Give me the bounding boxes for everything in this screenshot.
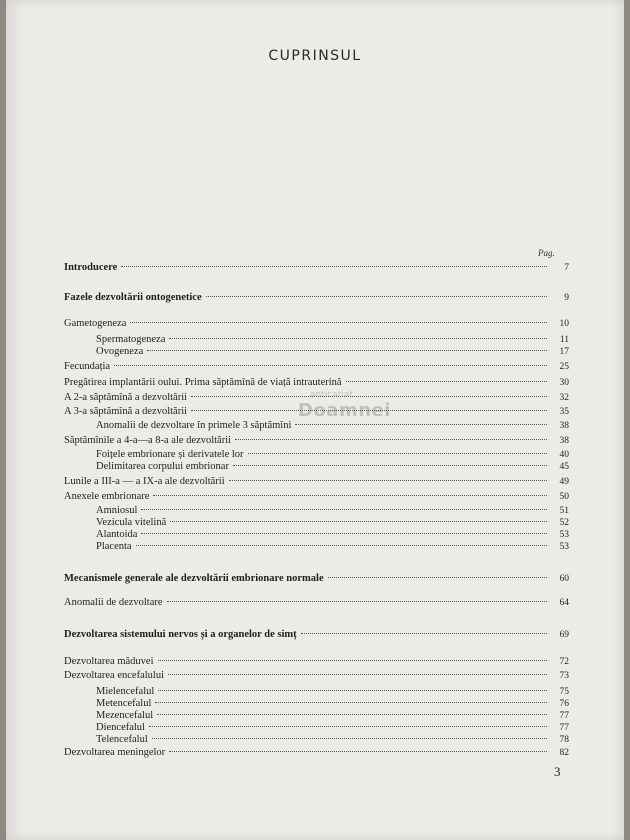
toc-entry: Mecanismele generale ale dezvoltării embrionare normale 60	[64, 573, 569, 584]
page-number: 3	[554, 764, 561, 779]
toc-entry: Fazele dezvoltării ontogenetice 9	[64, 292, 569, 303]
toc-entry: Placenta 53	[96, 541, 569, 552]
toc-entry: Săptămînile a 4-a—a 8-a ale dezvoltării 38	[64, 435, 569, 446]
toc-entry: A 3-a săptămînă a dezvoltării 35	[64, 406, 569, 417]
toc-entry: Spermatogeneza 11	[96, 334, 569, 345]
toc-entry: Anomalii de dezvoltare 64	[64, 597, 569, 608]
toc-entry: Alantoida 53	[96, 529, 569, 540]
page-title: CUPRINSUL	[268, 48, 362, 64]
toc-entry: Ovogeneza 17	[96, 346, 569, 357]
toc-entry: Amniosul 51	[96, 505, 569, 516]
toc-entry: Pregătirea implantării oului. Prima săptămînă de viață intrauterină 30	[64, 377, 569, 388]
toc-entry: A 2-a săptămînă a dezvoltării 32	[64, 392, 569, 403]
toc-entry: Fecundația 25	[64, 361, 569, 372]
toc-entry: Telencefalul 78	[96, 734, 569, 745]
toc-entry: Anomalii de dezvoltare în primele 3 săptămîni 38	[96, 420, 569, 431]
page-column-label: Pag.	[538, 248, 555, 258]
toc-entry: Foițele embrionare și derivatele lor 40	[96, 449, 569, 460]
toc-entry: Introducere 7	[64, 262, 569, 273]
toc-entry: Diencefalul 77	[96, 722, 569, 733]
toc-entry: Gametogeneza 10	[64, 318, 569, 329]
toc-entry: Anexele embrionare 50	[64, 491, 569, 502]
toc-entry: Vezicula vitelină 52	[96, 517, 569, 528]
toc-entry: Lunile a III-a — a IX-a ale dezvoltării 49	[64, 476, 569, 487]
toc-entry: Dezvoltarea măduvei 72	[64, 656, 569, 667]
toc-entry: Mielencefalul 75	[96, 686, 569, 697]
toc-entry: Delimitarea corpului embrionar 45	[96, 461, 569, 472]
toc-entry: Dezvoltarea encefalului 73	[64, 670, 569, 681]
document-page	[6, 0, 624, 840]
toc-entry: Mezencefalul 77	[96, 710, 569, 721]
watermark-logo: anticariat Doamnei	[298, 390, 391, 421]
toc-entry: Dezvoltarea sistemului nervos și a organelor de simț 69	[64, 629, 569, 640]
toc-entry: Dezvoltarea meningelor 82	[64, 747, 569, 758]
toc-entry: Metencefalul 76	[96, 698, 569, 709]
